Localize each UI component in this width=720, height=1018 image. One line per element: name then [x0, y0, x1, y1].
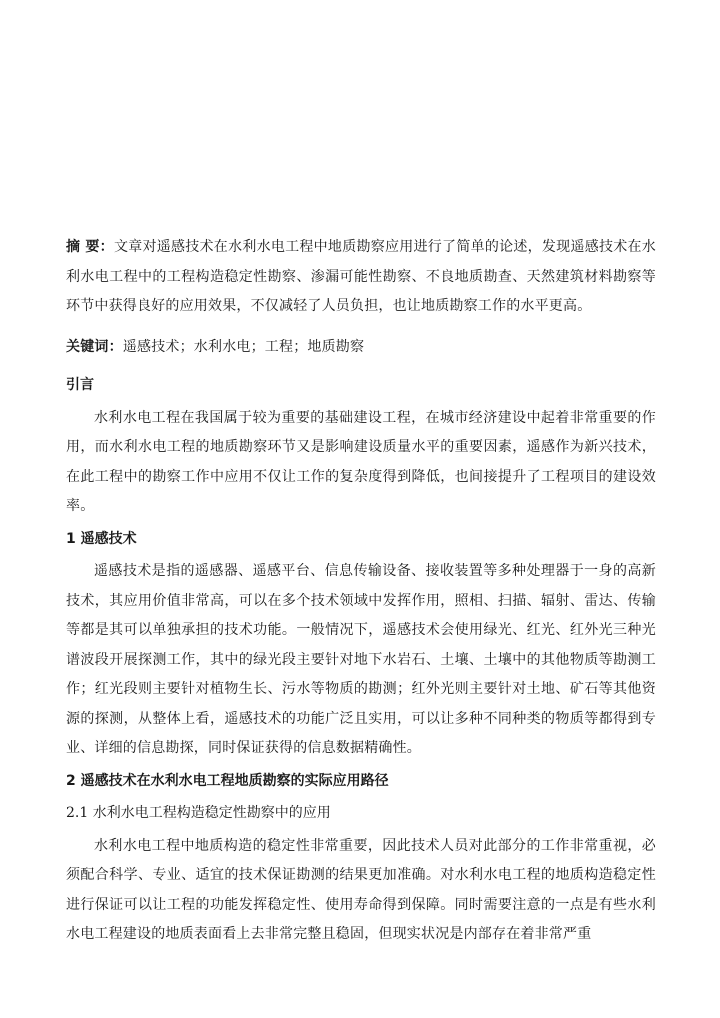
intro-heading: 引言 — [66, 377, 94, 393]
section1-paragraph: 遥感技术是指的遥感器、遥感平台、信息传输设备、接收装置等多种处理器于一身的高新技术，其应用价值非常高，可以在多个技术领域中发挥作用，照相、扫描、辐射、雷达、传输等都是其可以单独承担的技术功能。一般情况下，遥感技术会使用绿光、红光、红外光三种光谱波段开展探测工作，其中的绿光段主要针对地下水岩石、土壤、土壤中的其他物质等勘测工作；红光段则主要针对植物生长、污水等物质的勘测；红外光则主要针对土地、矿石等其他资源的探测，从整体上看，遥感技术的功能广泛且实用，可以让多种不同种类的物质等都得到专业、详细的信息勘探，同时保证获得的信息数据精确性。 — [66, 563, 656, 756]
keywords-label: 关键词： — [66, 338, 123, 355]
abstract-paragraph — [66, 233, 656, 322]
keywords-text: 遥感技术；水利水电；工程；地质勘察 — [122, 338, 365, 355]
section2-heading: 2 遥感技术在水利水电工程地质勘察的实际应用路径 — [66, 772, 389, 789]
abstract-label: 摘 要： — [66, 239, 114, 255]
section2-1-paragraph: 水利水电工程中地质构造的稳定性非常重要，因此技术人员对此部分的工作非常重视，必须配合科学、专业、适宜的技术保证勘测的结果更加准确。对水利水电工程的地质构造稳定性进行保证可以让工程的功能发挥稳定性、使用寿命得到保障。同时需要注意的一点是有些水利水电工程建设的地质表面看上去非常完整且稳固，但现实状况是内部存在着非常严重 — [66, 837, 656, 942]
intro-paragraph: 水利水电工程在我国属于较为重要的基础建设工程，在城市经济建设中起着非常重要的作用，而水利水电工程的地质勘察环节又是影响建设质量水平的重要因素，遥感作为新兴技术，在此工程中的勘察工作中应用不仅让工作的复杂度得到降低，也间接提升了工程项目的建设效率。 — [66, 409, 656, 514]
document-body — [66, 233, 656, 950]
section1-heading: 1 遥感技术 — [66, 530, 137, 547]
abstract-text: 文章对遥感技术在水利水电工程中地质勘察应用进行了简单的论述，发现遥感技术在水利水电工程中的工程构造稳定性勘察、渗漏可能性勘察、不良地质勘查、天然建筑材料勘察等环节中获得良好的应用效果，不仅减轻了人员负担，也让地质勘察工作的水平更高。 — [66, 239, 656, 314]
keywords-paragraph — [66, 333, 656, 363]
section2-1-heading: 2.1 水利水电工程构造稳定性勘察中的应用 — [66, 805, 331, 821]
